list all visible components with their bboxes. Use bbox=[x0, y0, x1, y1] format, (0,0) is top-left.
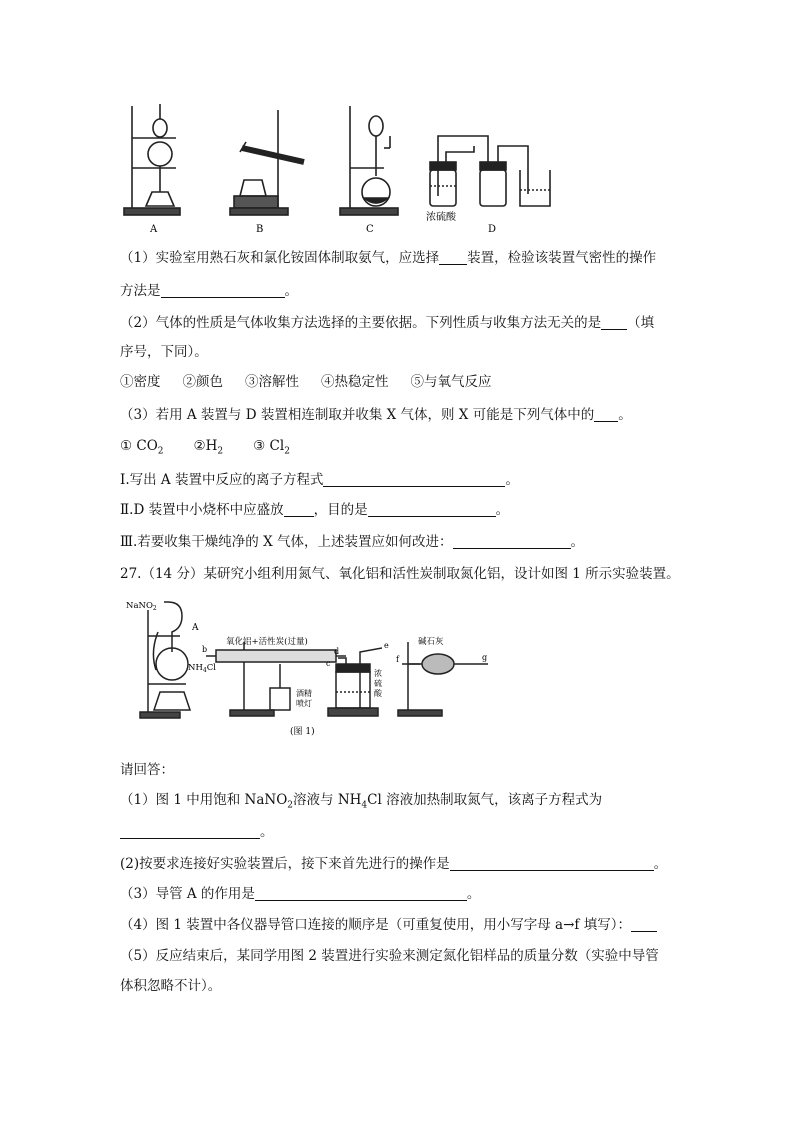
label-a: A bbox=[150, 224, 158, 235]
port-g: g bbox=[482, 653, 488, 662]
qi-blank[interactable] bbox=[323, 472, 505, 487]
q2-blank[interactable] bbox=[601, 315, 627, 330]
label-b: B bbox=[256, 224, 264, 235]
apparatus-figure-1 bbox=[120, 592, 500, 742]
a5-line2: 体积忽略不计）。 bbox=[120, 978, 222, 994]
a4-line: （4）图 1 装置中各仪器导管口连接的顺序是（可重复使用，用小写字母 a→f 填写）： bbox=[120, 915, 657, 935]
q3-line: （3）若用 A 装置与 D 装置相连制取并收集 X 气体，则 X 可能是下列气体中的 。 bbox=[120, 407, 632, 423]
q1-line1: （1）实验室用熟石灰和氯化铵固体制取氨气，应选择 装置，检验该装置气密性的操作 bbox=[120, 250, 657, 266]
qii-blank2[interactable] bbox=[368, 502, 496, 517]
tube-content-label: 氧化铝+活性炭(过量) bbox=[226, 637, 308, 647]
port-f: f bbox=[396, 655, 399, 664]
q2-line1: （2）气体的性质是气体收集方法选择的主要依据。下列性质与收集方法无关的是 （填 bbox=[120, 315, 655, 331]
a4-blank[interactable] bbox=[631, 917, 657, 932]
d-reagent-label: 浓硫酸 bbox=[426, 212, 456, 223]
port-c: c bbox=[326, 659, 331, 668]
figure-1-caption: (图 1) bbox=[290, 727, 315, 737]
label-a-tube: A bbox=[192, 623, 199, 633]
a1-line2: 。 bbox=[120, 822, 274, 842]
apparatus-figure-top bbox=[118, 96, 558, 236]
please-answer: 请回答： bbox=[120, 762, 174, 778]
a3-line: （3）导管 A 的作用是 。 bbox=[120, 886, 481, 902]
port-d: d bbox=[334, 647, 340, 656]
label-c: C bbox=[366, 224, 374, 235]
acid-label-2: 硫 bbox=[374, 679, 382, 688]
qiii-blank[interactable] bbox=[453, 534, 571, 549]
q1-line2: 方法是 。 bbox=[120, 283, 298, 299]
label-d: D bbox=[488, 224, 497, 235]
acid-label-1: 浓 bbox=[374, 669, 382, 678]
acid-label-3: 酸 bbox=[374, 689, 382, 698]
lamp-label-1: 酒精 bbox=[296, 689, 312, 698]
q1-blank1[interactable] bbox=[439, 250, 467, 265]
a2-blank[interactable] bbox=[450, 856, 654, 871]
qi-line: Ⅰ.写出 A 装置中反应的离子方程式 。 bbox=[120, 472, 519, 488]
nano2-label: NaNO$_2$ bbox=[126, 601, 157, 612]
qiii-line: Ⅲ.若要收集干燥纯净的 X 气体，上述装置应如何改进： 。 bbox=[120, 534, 585, 550]
q2-line2: 序号，下同）。 bbox=[120, 344, 208, 360]
lime-label: 碱石灰 bbox=[418, 637, 444, 647]
a2-line: (2)按要求连接好实验装置后，接下来首先进行的操作是 。 bbox=[120, 856, 668, 872]
q1-blank2[interactable] bbox=[161, 283, 285, 298]
q3-blank[interactable] bbox=[594, 407, 618, 422]
a1-line1: （1）图 1 中用饱和 NaNO$_2$溶液与 $NH_4Cl$ 溶液加热制取氮气，该离子方程式为 bbox=[120, 792, 603, 811]
qii-line: Ⅱ.D 装置中小烧杯中应盛放 ，目的是 。 bbox=[120, 502, 510, 518]
q3-options: ① $CO_2$ $②H_2$ ③ $Cl_2$ bbox=[120, 438, 290, 457]
q2-options: ①密度 ②颜色 ③溶解性 ④热稳定性 ⑤与氧气反应 bbox=[120, 374, 492, 390]
port-e: e bbox=[384, 641, 389, 650]
q27-heading: 27.（14 分）某研究小组利用氮气、氧化铝和活性炭制取氮化铝，设计如图 1 所示实验装置。 bbox=[120, 566, 680, 582]
nh4cl-label: $NH_4Cl$ bbox=[188, 663, 216, 674]
qii-blank1[interactable] bbox=[284, 502, 314, 517]
a1-blank[interactable] bbox=[120, 824, 260, 839]
port-b: b bbox=[202, 645, 208, 654]
a5-line1: （5）反应结束后，某同学用图 2 装置进行实验来测定氮化铝样品的质量分数（实验中导管 bbox=[120, 948, 659, 964]
lamp-label-2: 喷灯 bbox=[296, 699, 312, 708]
a3-blank[interactable] bbox=[255, 886, 467, 901]
